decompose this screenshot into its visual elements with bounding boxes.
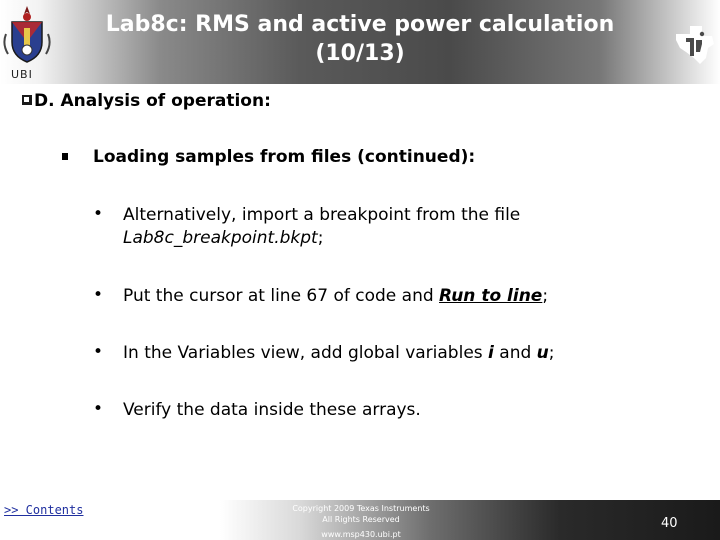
breakpoint-filename: Lab8c_breakpoint.bkpt <box>123 228 318 248</box>
slide-title <box>80 10 640 68</box>
bullet-4-text: Verify the data inside these arrays. <box>123 400 421 420</box>
title-line-1: Lab8c: RMS and active power calculation <box>105 12 615 37</box>
dot-bullet-icon: • <box>93 399 104 419</box>
copyright-notice: Copyright 2009 Texas Instruments All Rights Reserved <box>292 504 430 524</box>
bullet-2-text: Put the cursor at line 67 of code and Run to line; <box>123 286 549 306</box>
checkbox-bullet-icon <box>22 95 32 105</box>
dot-bullet-icon: • <box>93 342 104 362</box>
footer-url: www.msp430.ubi.pt <box>321 530 401 539</box>
ti-logo-icon <box>672 22 718 68</box>
ubi-crest-icon <box>2 4 52 66</box>
page-number: 40 <box>661 516 678 531</box>
title-line-2: (10/13) <box>315 41 405 66</box>
variable-i: i <box>488 343 494 363</box>
section-heading <box>34 91 271 111</box>
dot-bullet-icon: • <box>93 204 104 224</box>
bullet-3-text: In the Variables view, add global variables i and u; <box>123 343 555 363</box>
variable-u: u <box>536 343 549 363</box>
ubi-label: UBI <box>11 68 33 81</box>
bullet-1-text: Alternatively, import a breakpoint from the file Lab8c_breakpoint.bkpt; <box>123 205 521 248</box>
subheading: Loading samples from files (continued): <box>93 147 476 167</box>
section-heading-text: D. Analysis of operation: <box>34 91 271 111</box>
square-bullet-icon <box>62 153 68 160</box>
contents-link[interactable]: >> Contents <box>4 503 84 517</box>
dot-bullet-icon: • <box>93 285 104 305</box>
run-to-line-link[interactable]: Run to line <box>439 286 543 306</box>
